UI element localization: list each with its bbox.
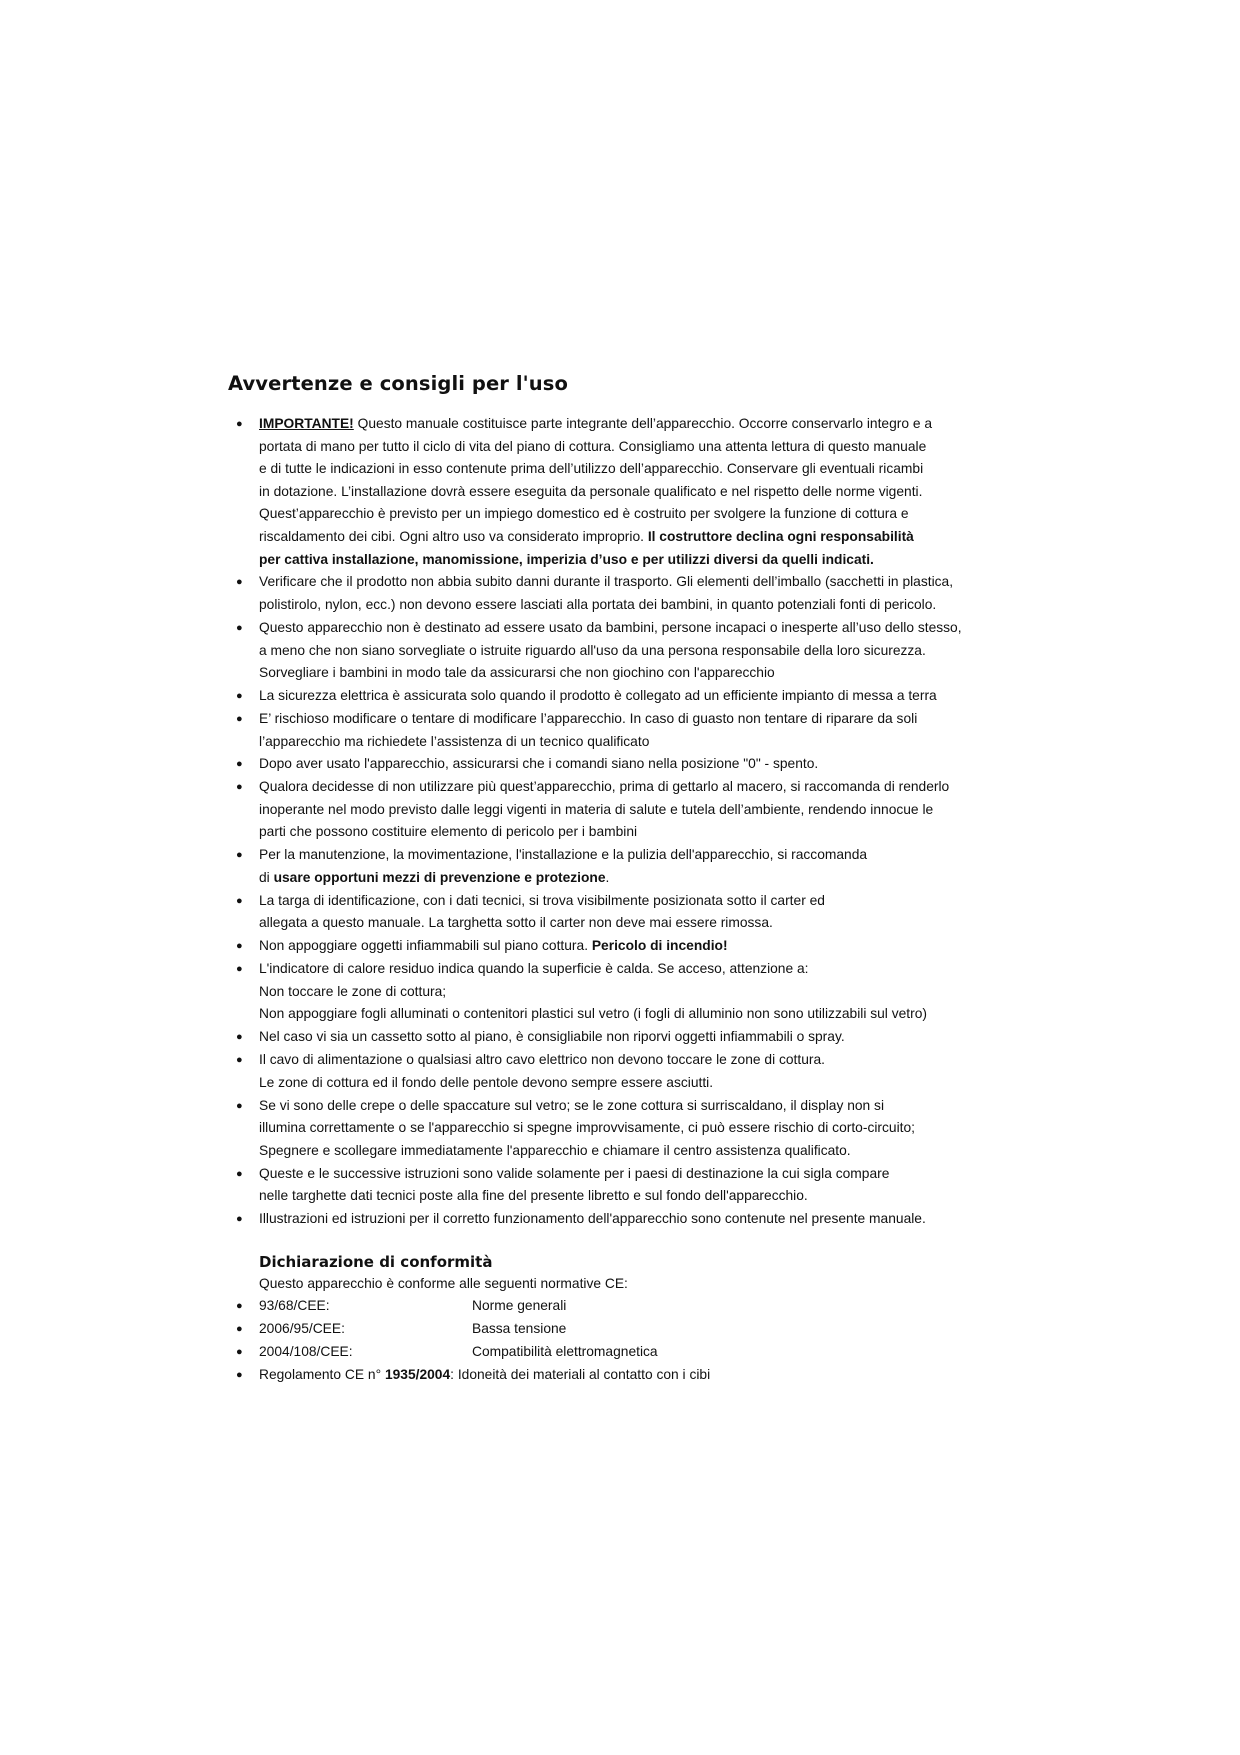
norm-code: 2004/108/CEE:	[259, 1344, 353, 1360]
warnings-list	[228, 413, 1028, 1231]
warning-item	[228, 935, 1028, 958]
norm-item	[228, 1295, 1028, 1318]
warning-text: Non appoggiare fogli alluminati o contenitori plastici sul vetro (i fogli di alluminio non sono utilizzabili sul vetro)	[259, 1006, 927, 1022]
norm-description: Compatibilità elettromagnetica	[472, 1344, 658, 1360]
bullet-icon: ●	[236, 418, 243, 430]
norm-description: Bassa tensione	[472, 1321, 567, 1337]
warning-item-important	[228, 413, 1028, 571]
warning-text: Dopo aver usato l'apparecchio, assicurarsi che i comandi siano nella posizione "0" - spento.	[259, 756, 819, 772]
warning-text: .	[605, 869, 610, 885]
warning-text: e di tutte le indicazioni in esso contenute prima dell’utilizzo dell’apparecchio. Conservare gli eventuali ricambi	[259, 461, 924, 477]
bullet-icon: ●	[236, 963, 243, 976]
important-label: IMPORTANTE!	[259, 416, 354, 431]
warning-text: nelle targhette dati tecnici poste alla fine del presente libretto e sul fondo dell'apparecchio.	[259, 1188, 808, 1204]
warning-text: La sicurezza elettrica è assicurata solo quando il prodotto è collegato ad un efficiente impianto di messa a terra	[259, 688, 937, 704]
norm-item	[228, 1318, 1028, 1341]
warning-item	[228, 1163, 1028, 1208]
warning-text: Per la manutenzione, la movimentazione, l'installazione e la pulizia dell'apparecchio, si raccomanda	[259, 847, 868, 863]
warning-item	[228, 571, 1028, 616]
warning-text: La targa di identificazione, con i dati tecnici, si trova visibilmente posizionata sotto il carter ed	[259, 892, 825, 908]
bullet-icon: ●	[236, 894, 243, 907]
warning-item	[228, 1049, 1028, 1094]
norm-item	[228, 1341, 1028, 1364]
bullet-icon: ●	[236, 576, 243, 589]
bullet-icon: ●	[236, 712, 243, 725]
warning-text: inoperante nel modo previsto dalle leggi vigenti in materia di salute e tutela dell’ambiente, rendendo innocue le	[259, 801, 934, 817]
warning-item	[228, 685, 1028, 708]
norm-description: Norme generali	[472, 1298, 567, 1314]
bullet-icon: ●	[236, 1167, 243, 1180]
bullet-icon: ●	[236, 849, 243, 862]
bullet-icon: ●	[236, 1099, 243, 1112]
warning-text: Non appoggiare oggetti infiammabili sul piano cottura.	[259, 938, 592, 954]
regulation-item	[228, 1364, 1028, 1387]
bullet-icon: ●	[236, 1031, 243, 1044]
warning-item	[228, 1208, 1028, 1231]
warning-item	[228, 1095, 1028, 1163]
warning-text: Quest’apparecchio è previsto per un impiego domestico ed è costruito per svolgere la funzione di cottura e	[259, 506, 909, 522]
bullet-icon: ●	[236, 1369, 243, 1382]
regulation-text: Regolamento CE n°	[259, 1367, 385, 1383]
bullet-icon: ●	[236, 781, 243, 794]
warning-text: Non toccare le zone di cottura;	[259, 983, 447, 999]
warning-text: parti che possono costituire elemento di pericolo per i bambini	[259, 824, 638, 840]
warning-item	[228, 617, 1028, 685]
warning-item	[228, 753, 1028, 776]
warning-text: Se vi sono delle crepe o delle spaccature sul vetro; se le zone cottura si surriscaldano, il display non si	[259, 1097, 885, 1113]
warning-text: Il cavo di alimentazione o qualsiasi altro cavo elettrico non devono toccare le zone di cottura.	[259, 1052, 825, 1068]
warning-text: Le zone di cottura ed il fondo delle pentole devono sempre essere asciutti.	[259, 1074, 714, 1090]
fire-hazard-warning: Pericolo di incendio!	[591, 938, 728, 954]
regulation-text: : Idoneità dei materiali al contatto con i cibi	[450, 1367, 711, 1383]
warning-text: allegata a questo manuale. La targhetta sotto il carter non deve mai essere rimossa.	[259, 915, 773, 931]
warning-text: di	[259, 869, 274, 885]
bullet-icon: ●	[236, 690, 243, 703]
warning-text: Spegnere e scollegare immediatamente l'apparecchio e chiamare il centro assistenza qualificato.	[259, 1142, 851, 1158]
warning-text: polistirolo, nylon, ecc.) non devono essere lasciati alla portata dei bambini, in quanto potenziali fonti di pericolo.	[259, 597, 937, 613]
conformity-title: Dichiarazione di conformità	[259, 1252, 493, 1271]
bullet-icon: ●	[236, 621, 243, 634]
warning-text: portata di mano per tutto il ciclo di vita del piano di cottura. Consigliamo una attenta lettura di questo manuale	[259, 438, 927, 454]
bullet-icon: ●	[236, 1300, 243, 1313]
warning-item	[228, 1026, 1028, 1049]
warning-item	[228, 844, 1028, 889]
bullet-icon: ●	[236, 1323, 243, 1336]
conformity-section	[228, 1251, 1028, 1296]
bullet-icon: ●	[236, 1213, 243, 1226]
warning-text: Questo apparecchio non è destinato ad essere usato da bambini, persone incapaci o inesperte all’uso dello stesso,	[259, 619, 962, 635]
warning-item	[228, 708, 1028, 753]
liability-disclaimer: Il costruttore declina ogni responsabilità	[647, 528, 914, 544]
warning-item	[228, 958, 1028, 1026]
bullet-icon: ●	[236, 940, 243, 953]
warning-text: Verificare che il prodotto non abbia subito danni durante il trasporto. Gli elementi dell’imballo (sacchetti in plastica,	[259, 574, 954, 590]
warning-text: riscaldamento dei cibi. Ogni altro uso va considerato improprio.	[259, 528, 648, 544]
norms-list	[228, 1295, 1028, 1386]
warning-text: Questo manuale costituisce parte integrante dell’apparecchio. Occorre conservarlo integro e a	[353, 416, 933, 431]
bullet-icon: ●	[236, 758, 243, 771]
warning-text: Qualora decidesse di non utilizzare più quest’apparecchio, prima di gettarlo al macero, si raccomanda di renderlo	[259, 779, 950, 795]
warning-text: a meno che non siano sorvegliate o istruite riguardo all'uso da una persona responsabile della loro sicurezza.	[259, 642, 926, 658]
norm-code: 2006/95/CEE:	[259, 1321, 345, 1337]
page-title: Avvertenze e consigli per l'uso	[228, 372, 568, 395]
bullet-icon: ●	[236, 1346, 243, 1359]
warning-item	[228, 890, 1028, 935]
warning-text: Illustrazioni ed istruzioni per il corretto funzionamento dell'apparecchio sono contenute nel presente manuale.	[259, 1211, 926, 1227]
regulation-number: 1935/2004	[384, 1367, 451, 1383]
bullet-icon: ●	[236, 1054, 243, 1067]
warning-emphasis: usare opportuni mezzi di prevenzione e protezione	[273, 869, 606, 885]
warning-text: in dotazione. L’installazione dovrà essere eseguita da personale qualificato e nel rispetto delle norme vigenti.	[259, 483, 923, 499]
warning-text: illumina correttamente o se l'apparecchio si spegne improvvisamente, ci può essere rischio di corto-circuito;	[259, 1120, 915, 1136]
warning-text: Nel caso vi sia un cassetto sotto al piano, è consigliabile non riporvi oggetti infiammabili o spray.	[259, 1029, 845, 1045]
norm-code: 93/68/CEE:	[259, 1298, 330, 1314]
warning-text: L'indicatore di calore residuo indica quando la superficie è calda. Se acceso, attenzione a:	[259, 961, 809, 977]
warning-text: Sorvegliare i bambini in modo tale da assicurarsi che non giochino con l'apparecchio	[259, 665, 775, 681]
warning-text: E’ rischioso modificare o tentare di modificare l’apparecchio. In caso di guasto non tentare di riparare da soli	[259, 710, 918, 726]
liability-disclaimer: per cattiva installazione, manomissione, imperizia d’uso e per utilizzi diversi da quelli indicati.	[259, 551, 874, 567]
conformity-intro: Questo apparecchio è conforme alle seguenti normative CE:	[259, 1275, 628, 1291]
warning-item	[228, 776, 1028, 844]
warning-text: l’apparecchio ma richiedete l’assistenza di un tecnico qualificato	[259, 733, 650, 749]
manual-page	[228, 372, 1028, 1387]
warning-text: Queste e le successive istruzioni sono valide solamente per i paesi di destinazione la cui sigla compare	[259, 1165, 890, 1181]
